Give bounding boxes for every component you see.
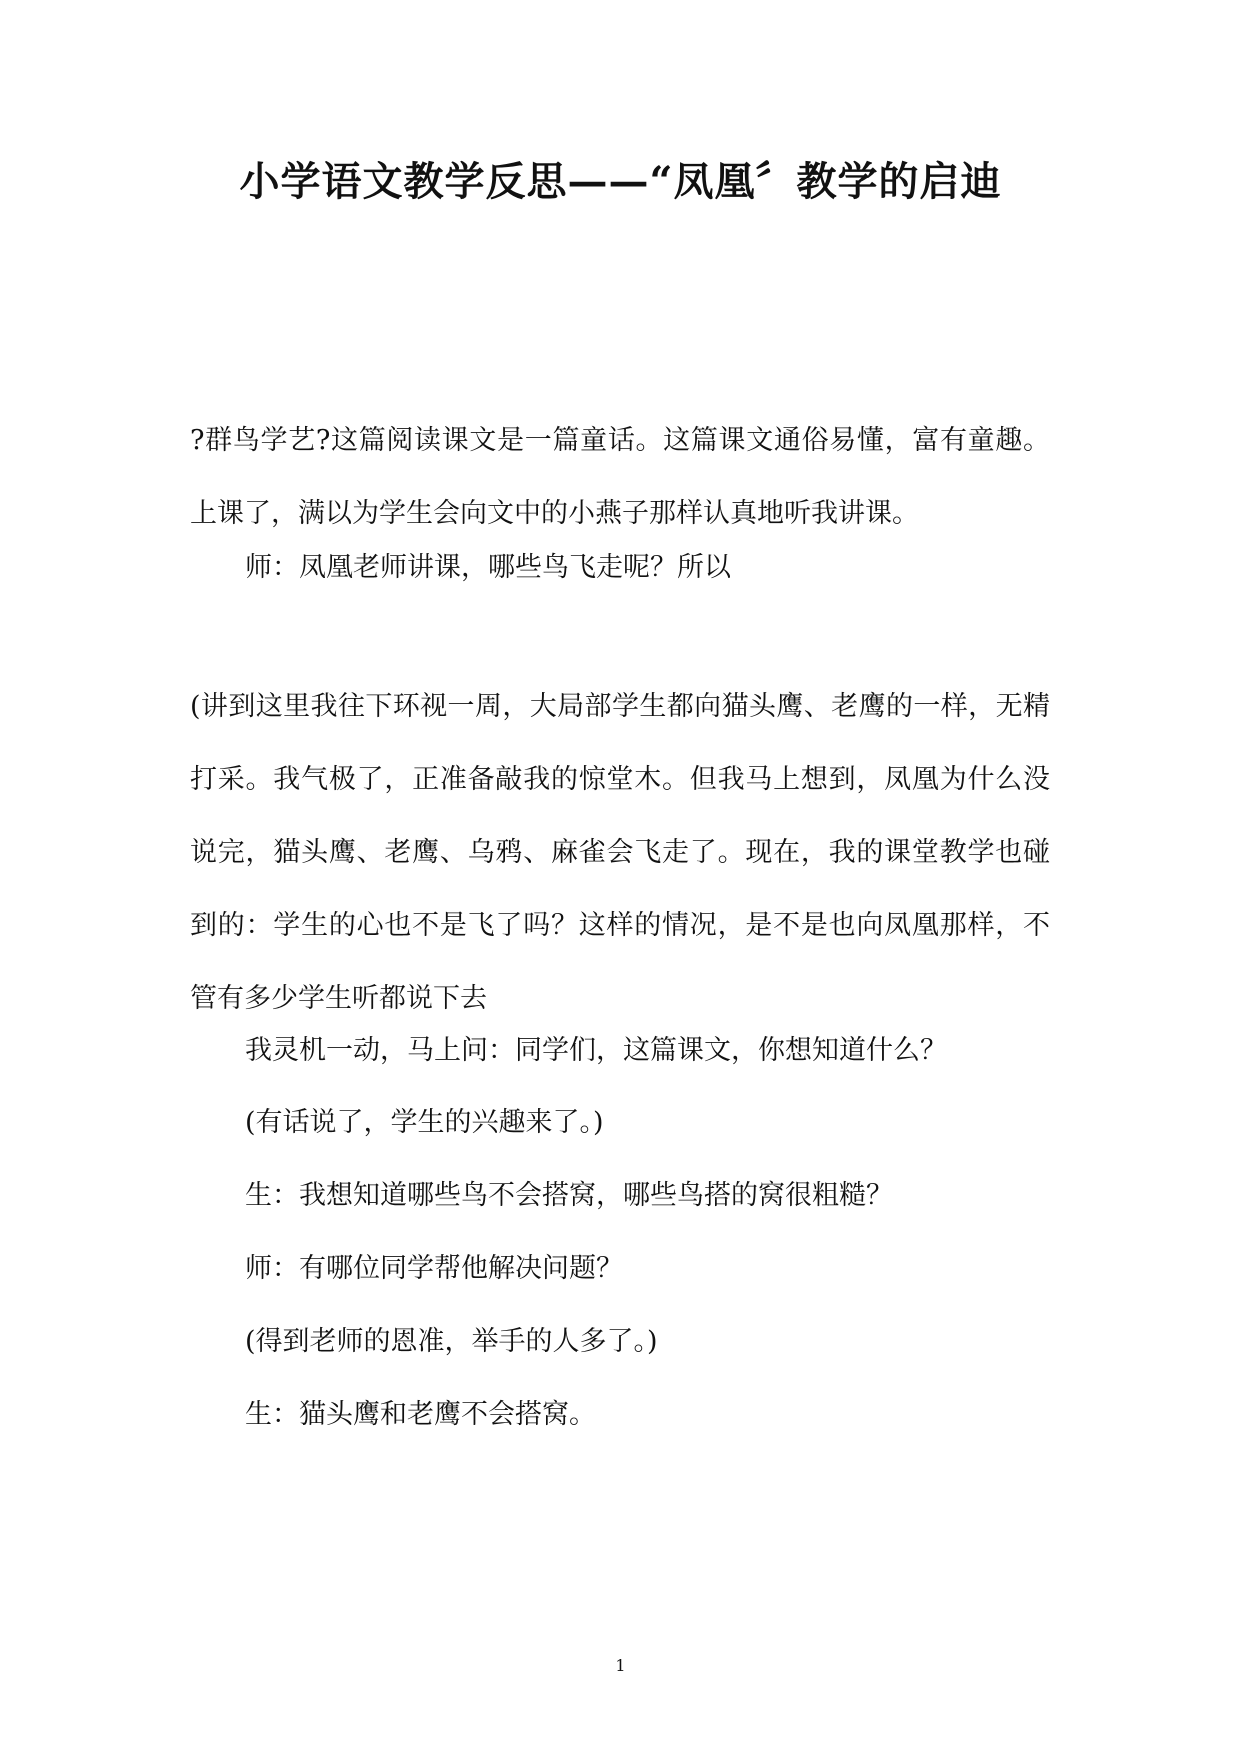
paragraph-reflection: (讲到这里我往下环视一周，大局部学生都向猫头鹰、老鹰的一样，无精打采。我气极了，正准备敲我的惊堂木。但我马上想到，凤凰为什么没说完，猫头鹰、老鹰、乌鸦、麻雀会飞走了。现在，我的课堂教学也碰到的：学生的心也不是飞了吗？这样的情况，是不是也向凤凰那样，不管有多少学生听都说下去: [190, 691, 1050, 1014]
dialogue-student-2: 生：猫头鹰和老鹰不会搭窝。: [245, 1399, 596, 1430]
note-hands-raised: (得到老师的恩准，举手的人多了。): [245, 1326, 658, 1357]
paragraph-intro: ?群鸟学艺?这篇阅读课文是一篇童话。这篇课文通俗易懂，富有童趣。上课了，满以为学生会向文中的小燕子那样认真地听我讲课。: [190, 425, 1050, 529]
page-number: 1: [615, 1656, 626, 1675]
paragraph-idea: 我灵机一动，马上问：同学们，这篇课文，你想知道什么？: [245, 1035, 947, 1066]
note-interest: (有话说了，学生的兴趣来了。): [245, 1107, 604, 1138]
dialogue-teacher-2: 师：有哪位同学帮他解决问题？: [245, 1253, 623, 1284]
document-title: 小学语文教学反思——“凤凰〞教学的启迪: [239, 158, 1002, 205]
dialogue-student-1: 生：我想知道哪些鸟不会搭窝，哪些鸟搭的窝很粗糙？: [245, 1180, 893, 1211]
dialogue-teacher-1: 师：凤凰老师讲课，哪些鸟飞走呢？所以: [245, 552, 731, 583]
